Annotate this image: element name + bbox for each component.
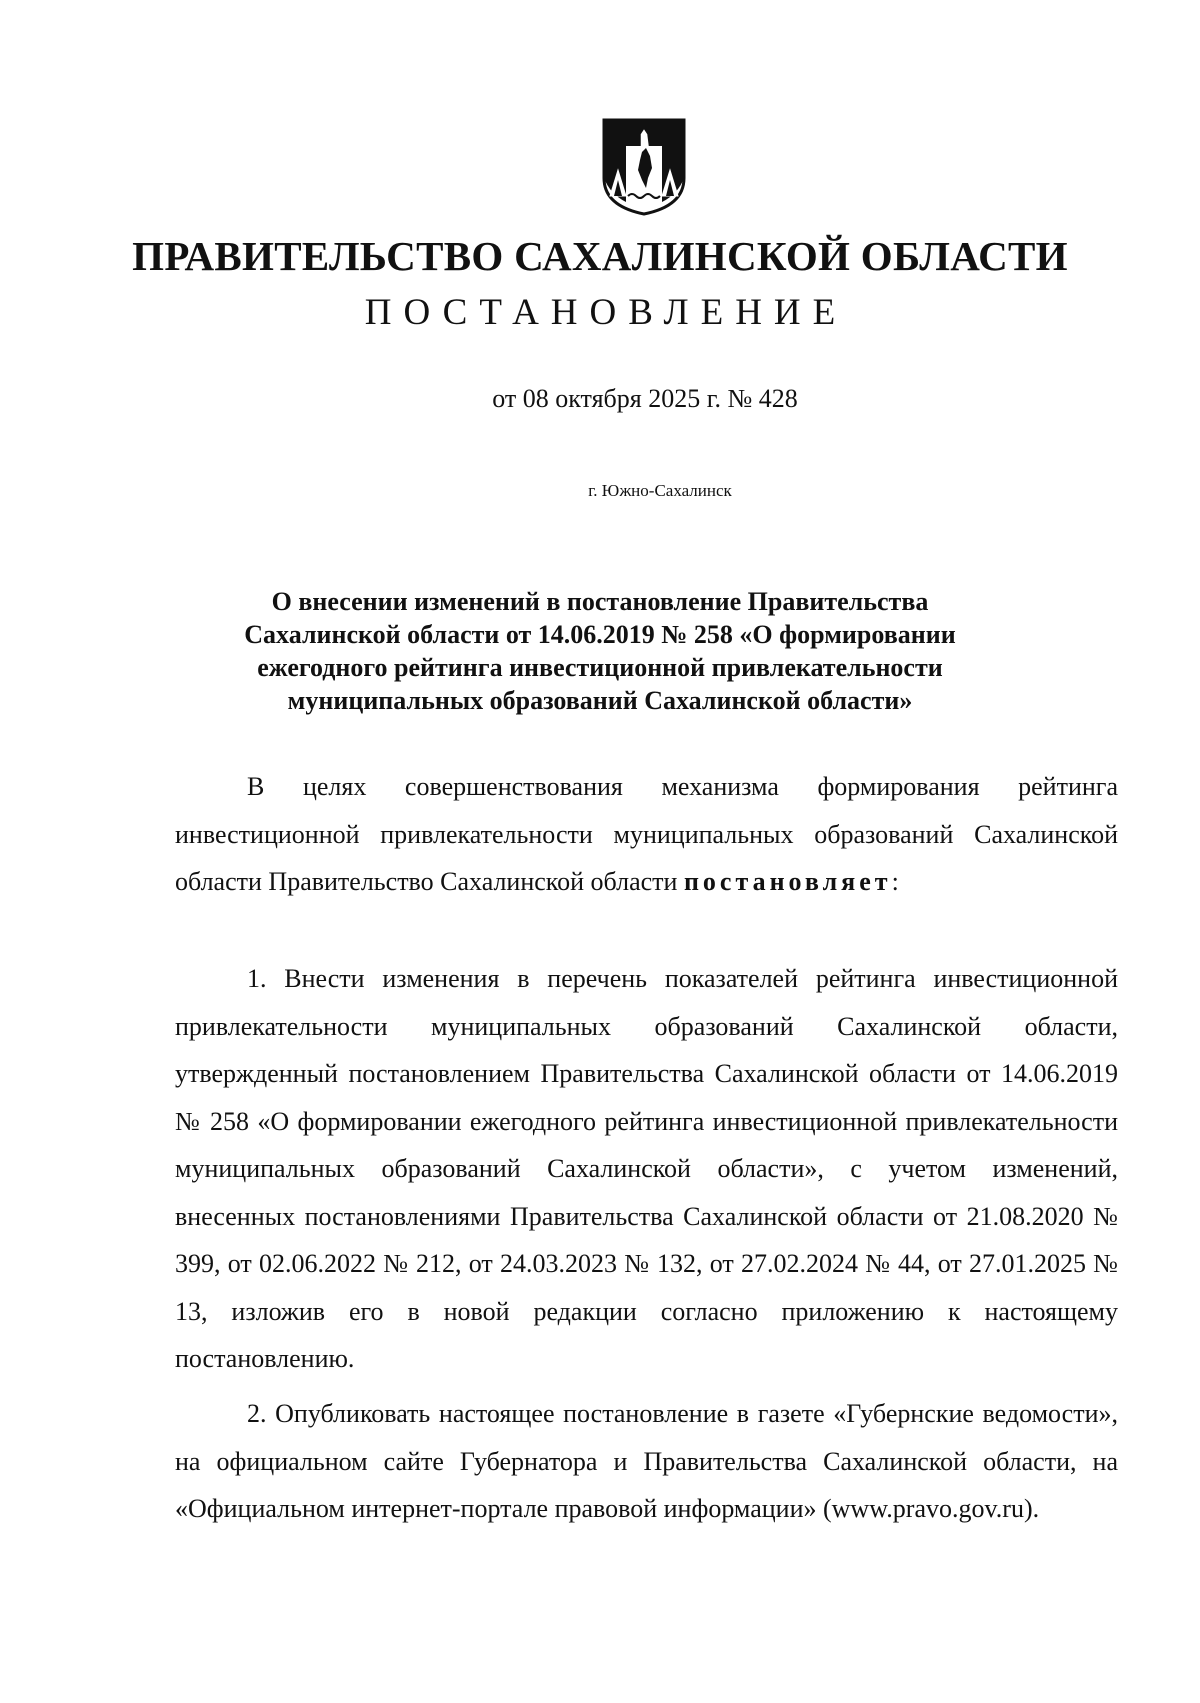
- item-1-paragraph: [175, 955, 1118, 1383]
- preamble-paragraph: [175, 763, 1118, 906]
- decree-colon: :: [891, 867, 899, 896]
- document-date-number: от 08 октября 2025 г. № 428: [492, 384, 798, 413]
- heading-line: ежегодного рейтинга инвестиционной привлекательности: [257, 653, 943, 682]
- item-2-text: 2. Опубликовать настоящее постановление в газете «Губернские ведомости», на официальном сайте Губернатора и Правительства Сахалинской области, на «Официальном интернет-портале правовой информации» (www.pravo.gov.ru).: [175, 1399, 1118, 1523]
- decree-word: постановляет: [683, 867, 892, 896]
- sakhalin-coat-of-arms-icon: [596, 116, 692, 216]
- heading-line: муниципальных образований Сахалинской области»: [287, 686, 913, 715]
- item-1-text: 1. Внести изменения в перечень показателей рейтинга инвестиционной привлекательности муниципальных образований Сахалинской области, утвержденный постановлением Правительства Сахалинской области от 14.06.2019 № 258 «О формировании ежегодного рейтинга инвестиционной привлекательности муниципальных образований Сахалинской области», с учетом изменений, внесенных постановлениями Правительства Сахалинской области от 21.08.2020 № 399, от 02.06.2022 № 212, от 24.03.2023 № 132, от 27.02.2024 № 44, от 27.01.2025 № 13, изложив его в новой редакции согласно приложению к настоящему постановлению.: [175, 964, 1118, 1373]
- heading-line: О внесении изменений в постановление Правительства: [271, 587, 929, 616]
- item-2-paragraph: [175, 1390, 1118, 1533]
- preamble-text: [175, 763, 1118, 906]
- document-heading: [220, 585, 980, 717]
- heading-line: Сахалинской области от 14.06.2019 № 258 «О формировании: [244, 620, 956, 649]
- government-title: ПРАВИТЕЛЬСТВО САХАЛИНСКОЙ ОБЛАСТИ: [132, 233, 1068, 279]
- document-type: ПОСТАНОВЛЕНИЕ: [364, 292, 848, 333]
- preamble-body: В целях совершенствования механизма формирования рейтинга инвестиционной привлекательности муниципальных образований Сахалинской области Правительство Сахалинской области: [175, 772, 1118, 896]
- document-city: г. Южно-Сахалинск: [588, 481, 732, 500]
